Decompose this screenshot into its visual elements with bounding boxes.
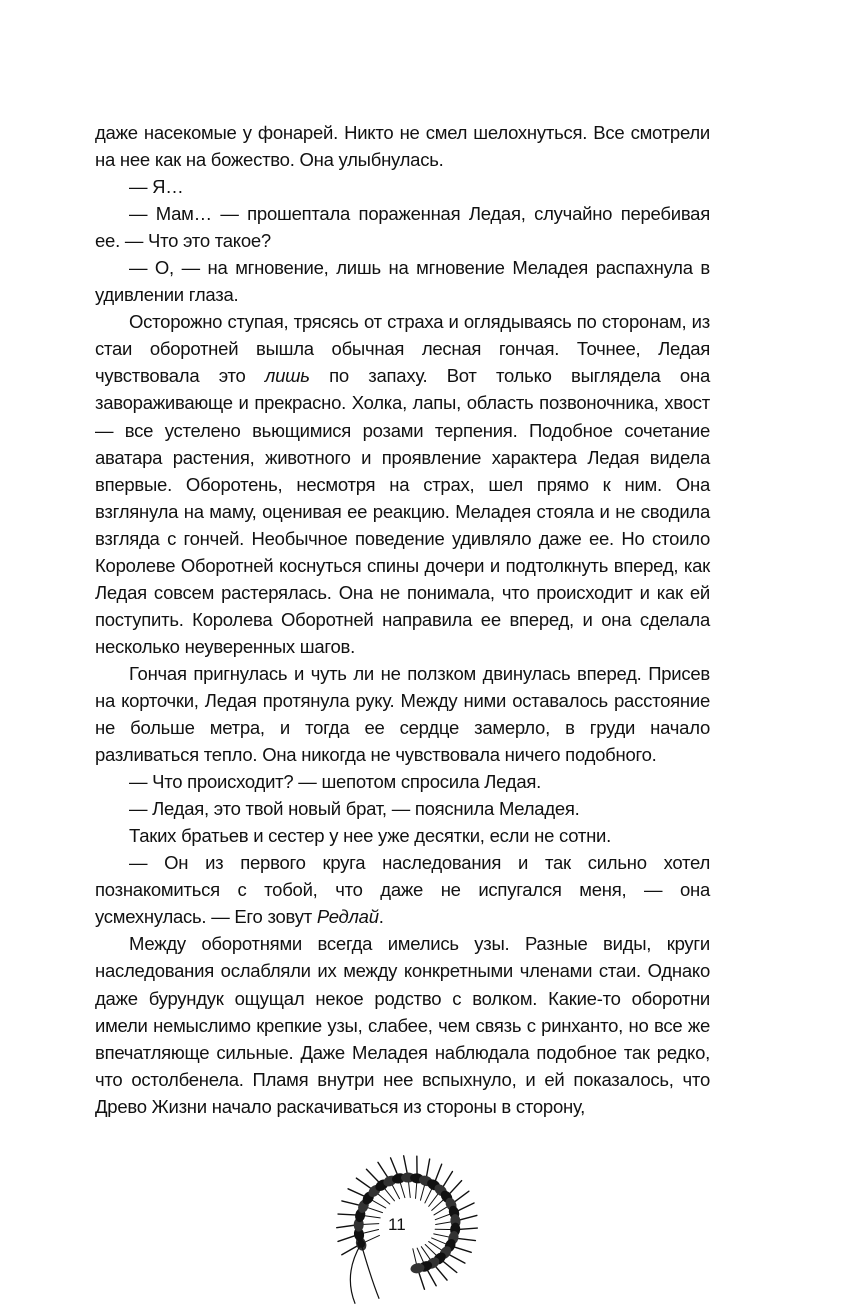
italic-text: лишь	[264, 365, 310, 387]
paragraph	[95, 849, 710, 930]
paragraph	[95, 308, 710, 660]
paragraph: Таких братьев и сестер у нее уже десятки, если не сотни.	[129, 825, 612, 847]
paragraph: — Мам… — прошептала пораженная Ледая, случайно перебивая ее. — Что это такое?	[95, 203, 710, 252]
paragraph: даже насекомые у фонарей. Никто не смел шелохнуться. Все смотрели на нее как на божество. Она улыбнулась.	[95, 122, 710, 171]
text-run: по запаху. Вот только выглядела она завораживающе и прекрасно. Холка, лапы, область позвоночника, хвост — все устелено вьющимися розами терпения. Подобное сочетание аватара растения, животного и проявление характера Ледая видела впервые. Оборотень, несмотря на страх, шел прямо к ним. Она взглянула на маму, оценивая ее реакцию. Меладея стояла и не сводила взгляда с гончей. Необычное поведение удивляло даже ее. Но стоило Королеве Оборотней коснуться спины дочери и подтолкнуть вперед, как Ледая совсем растерялась. Она не понимала, что происходит и как ей поступить. Королева Оборотней направила ее вперед, и она сделала несколько неуверенных шагов.	[95, 365, 710, 657]
centipede-ornament-icon	[330, 1146, 490, 1311]
paragraph: — Что происходит? — шепотом спросила Ледая.	[129, 771, 542, 793]
text-run: — Он из первого круга наследования и так сильно хотел познакомиться с тобой, что даже не испугался меня, — она усмехнулась. — Его зовут	[95, 852, 710, 928]
body-text	[95, 119, 710, 1120]
page-number: 11	[388, 1215, 406, 1234]
text-run: .	[378, 906, 384, 928]
paragraph: Гончая пригнулась и чуть ли не ползком двинулась вперед. Присев на корточки, Ледая протянула руку. Между ними оставалось расстояние не больше метра, и тогда ее сердце замерло, в груди начало разливаться тепло. Она никогда не чувствовала ничего подобного.	[95, 662, 710, 766]
paragraph: Между оборотнями всегда имелись узы. Разные виды, круги наследования ослабляли их между конкретными членами стаи. Однако даже бурундук ощущал некое родство с волком. Какие-то оборотни имели немыслимо крепкие узы, слабее, чем связь с ринханто, но все же впечатляюще сильные. Даже Меладея наблюдала подобное так редко, что остолбенела. Пламя внутри нее вспыхнуло, и ей показалось, что Древо Жизни начало раскачиваться из стороны в сторону,	[95, 933, 710, 1117]
italic-text: Редлай	[316, 906, 379, 928]
paragraph: — Ледая, это твой новый брат, — пояснила Меладея.	[129, 798, 580, 820]
paragraph: — О, — на мгновение, лишь на мгновение Меладея распахнула в удивлении глаза.	[95, 257, 710, 306]
text-run: Осторожно ступая, трясясь от страха и оглядываясь по сторонам, из стаи оборотней вышла обычная лесная гончая. Точнее, Ледая чувствовала это	[95, 311, 710, 387]
paragraph: — Я…	[129, 176, 184, 198]
